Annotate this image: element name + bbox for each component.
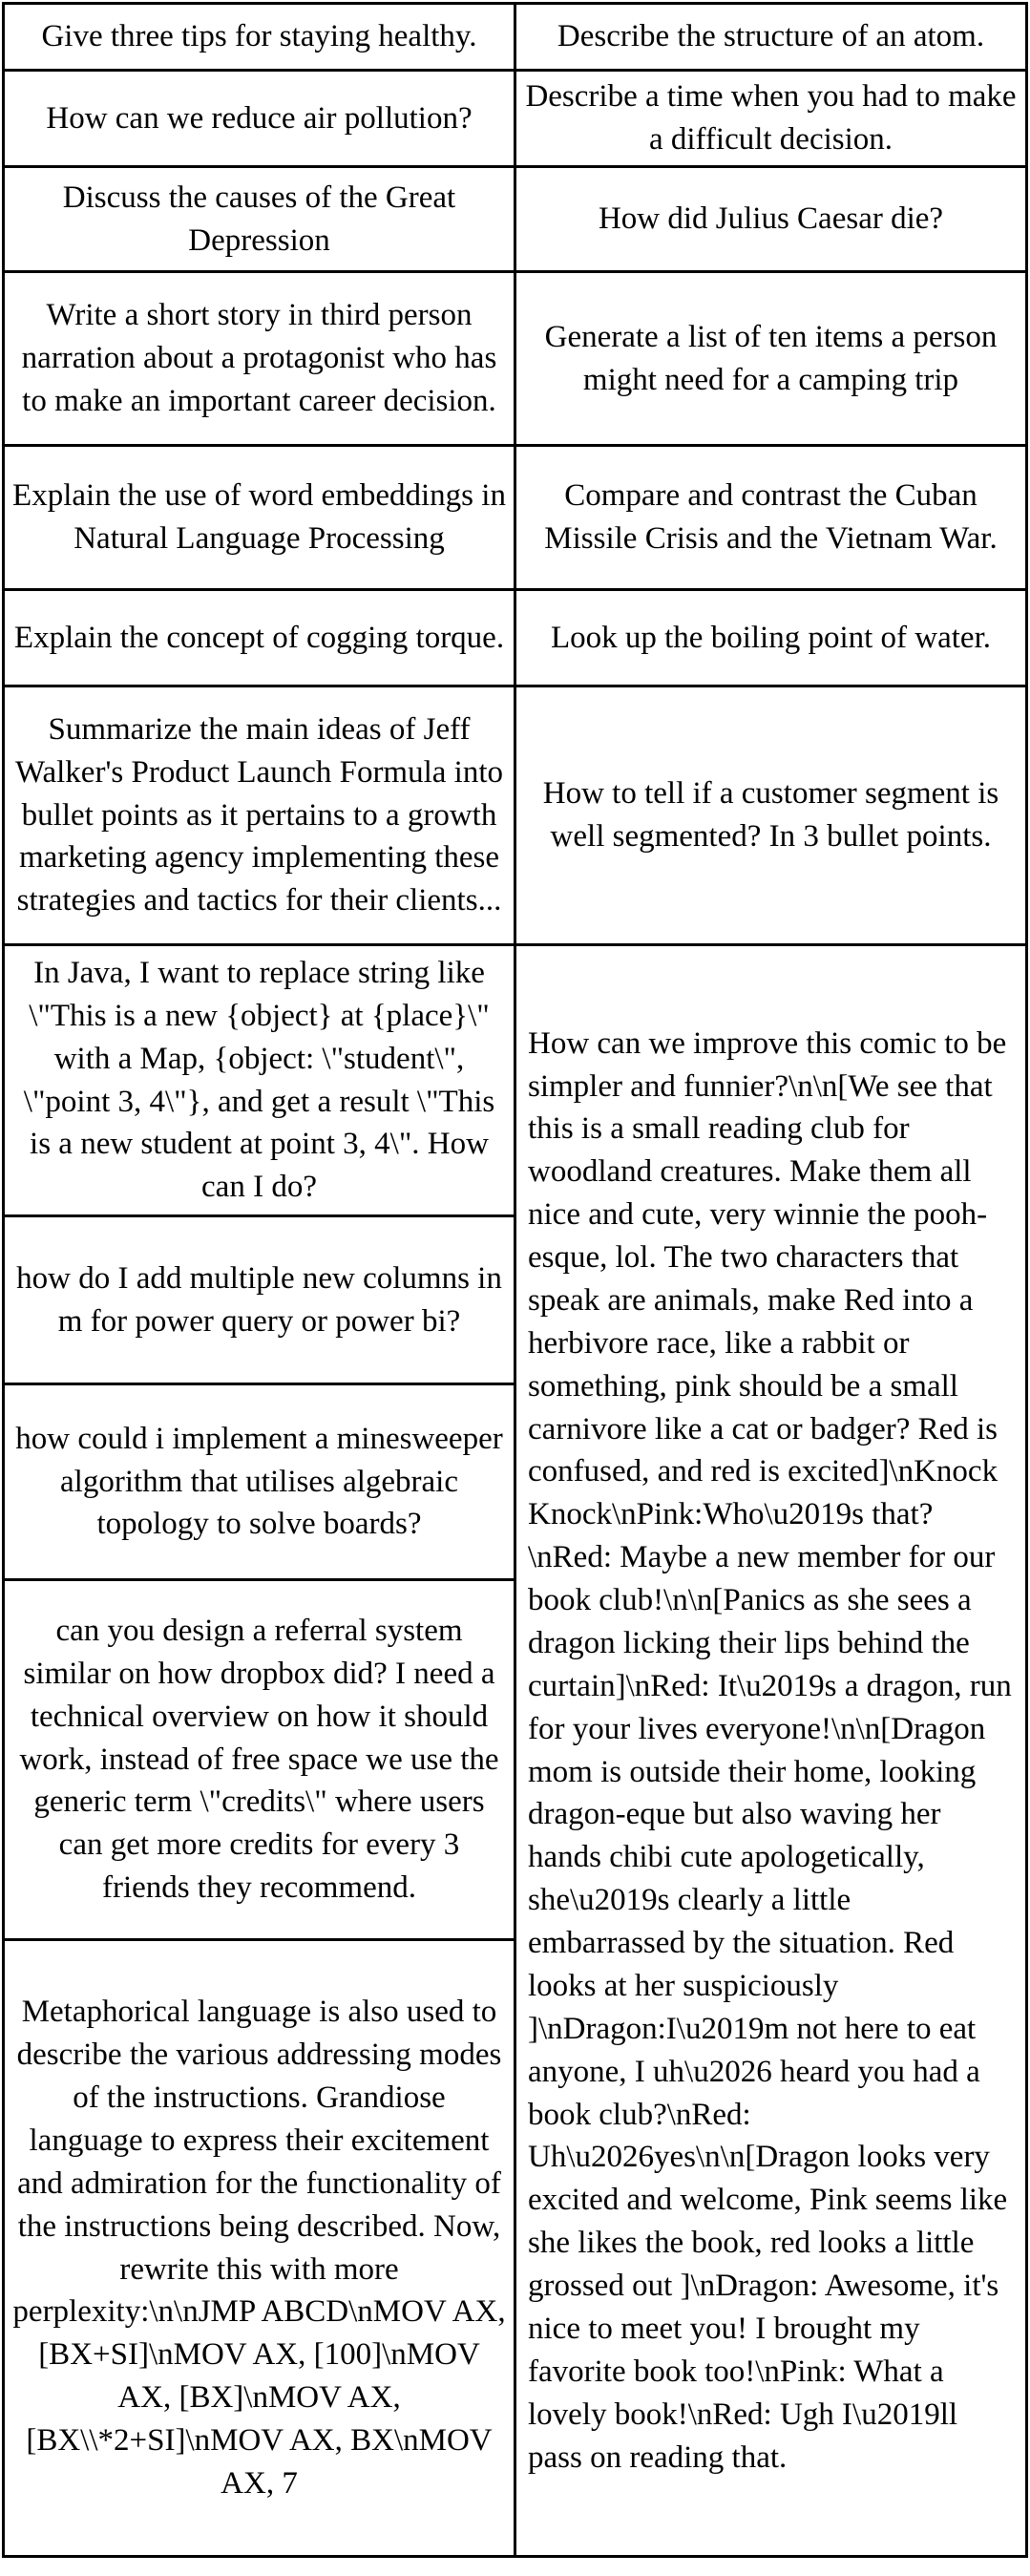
prompt-cell: Metaphorical language is also used to describe the various addressing modes of the instructions. Grandiose language to express their excitement and admiration for the functionality of the instructions being described. Now, rewrite this with more perplexity:\n\nJMP ABCD\nMOV AX, [BX+SI]\nMOV AX, [100]\nMOV AX, [BX]\nMOV AX, [BX\\*2+SI]\nMOV AX, BX\nMOV AX, 7 — [4, 1940, 515, 2557]
table-row — [4, 686, 1027, 945]
prompt-cell: how could i implement a minesweeper algorithm that utilises algebraic topology to solve boards? — [4, 1384, 515, 1580]
prompt-cell: Generate a list of ten items a person might need for a camping trip — [515, 272, 1027, 446]
prompt-cell: How to tell if a customer segment is well segmented? In 3 bullet points. — [515, 686, 1027, 945]
prompt-table — [2, 2, 1028, 2558]
prompt-cell: Compare and contrast the Cuban Missile Crisis and the Vietnam War. — [515, 446, 1027, 590]
prompt-cell: Summarize the main ideas of Jeff Walker's Product Launch Formula into bullet points as it pertains to a growth marketing agency implementing these strategies and tactics for their clients... — [4, 686, 515, 945]
table-row — [4, 446, 1027, 590]
prompt-cell: Explain the use of word embeddings in Natural Language Processing — [4, 446, 515, 590]
prompt-cell: In Java, I want to replace string like \"This is a new {object} at {place}\" with a Map, {object: \"student\", \"point 3, 4\"}, and get a result \"This is a new student at point 3, 4\". How can I do? — [4, 945, 515, 1216]
prompt-cell: Look up the boiling point of water. — [515, 590, 1027, 686]
prompt-cell: Give three tips for staying healthy. — [4, 4, 515, 71]
table-row — [4, 167, 1027, 272]
table-row — [4, 945, 1027, 1216]
table-row — [4, 4, 1027, 71]
table-row — [4, 71, 1027, 167]
prompt-cell-comic: How can we improve this comic to be simpler and funnier?\n\n[We see that this is a small reading club for woodland creatures. Make them all nice and cute, very winnie the pooh-esque, lol. The two characters that speak are animals, make Red into a herbivore race, like a rabbit or something, pink should be a small carnivore like a cat or badger? Red is confused, and red is excited]\nKnock Knock\nPink:Who\u2019s that?\nRed: Maybe a new member for our book club!\n\n[Panics as she sees a dragon licking their lips behind the curtain]\nRed: It\u2019s a dragon, run for your lives everyone!\n\n[Dragon mom is outside their home, looking dragon-eque but also waving her hands chibi cute apologetically, she\u2019s clearly a little embarrassed by the situation. Red looks at her suspiciously ]\nDragon:I\u2019m not here to eat anyone, I uh\u2026 heard you had a book club?\nRed: Uh\u2026yes\n\n[Dragon looks very excited and welcome, Pink seems like she likes the book, red looks a little grossed out ]\nDragon: Awesome, it's nice to meet you! I brought my favorite book too!\nPink: What a lovely book!\nRed: Ugh I\u2019ll pass on reading that. — [515, 945, 1027, 2557]
prompt-cell: how do I add multiple new columns in m for power query or power bi? — [4, 1216, 515, 1384]
prompt-cell: Describe the structure of an atom. — [515, 4, 1027, 71]
prompt-cell: Explain the concept of cogging torque. — [4, 590, 515, 686]
prompt-cell: Write a short story in third person narration about a protagonist who has to make an important career decision. — [4, 272, 515, 446]
prompt-cell: can you design a referral system similar on how dropbox did? I need a technical overview on how it should work, instead of free space we use the generic term \"credits\" where users can get more credits for every 3 friends they recommend. — [4, 1580, 515, 1940]
prompt-cell: Describe a time when you had to make a difficult decision. — [515, 71, 1027, 167]
prompt-cell: How did Julius Caesar die? — [515, 167, 1027, 272]
table-row — [4, 272, 1027, 446]
prompt-cell: Discuss the causes of the Great Depression — [4, 167, 515, 272]
table-row — [4, 590, 1027, 686]
prompt-cell: How can we reduce air pollution? — [4, 71, 515, 167]
